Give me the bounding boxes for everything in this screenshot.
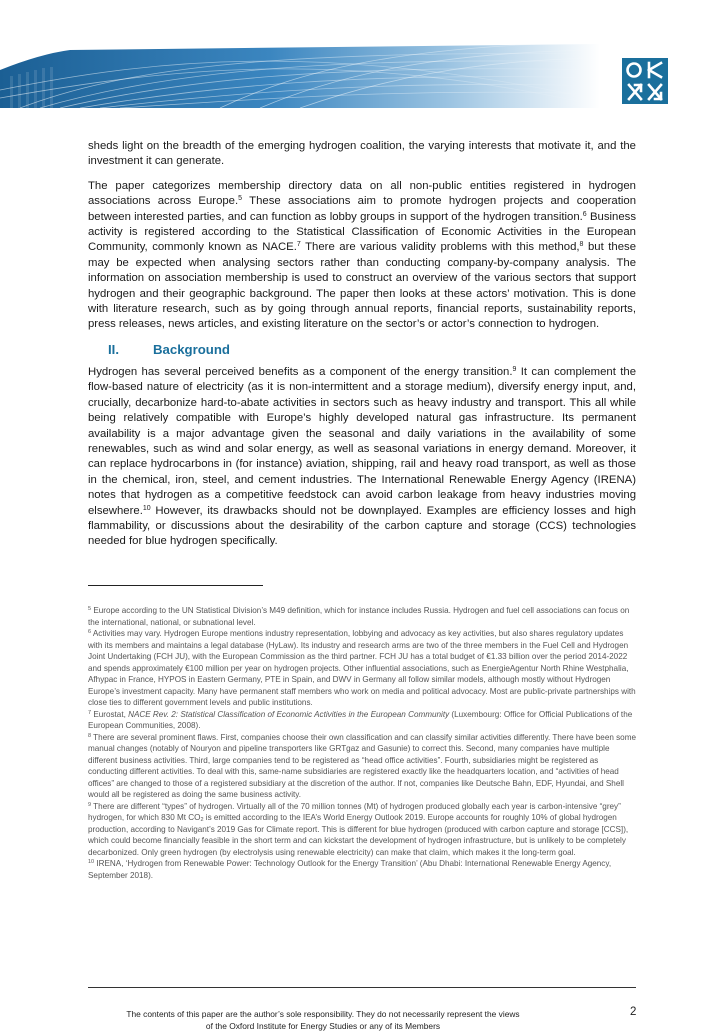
section-title: Background — [153, 341, 230, 357]
footnote-ref-8[interactable]: 8 — [579, 241, 584, 249]
footnote-6 — [88, 628, 638, 709]
paragraph-text: but these may be expected when analysing sectors rather than conducting company-by-company analysis. The information on association membership is used to construct an overview of the various sectors that support hydrogen and their geographic background. The paper then looks at these actors’ motivation. This is done with literature research, such as by going through annual reports, financial reports, sustainability reports, press releases, news articles, and existing literature on the sector’s or actor’s connection to hydrogen. — [88, 241, 637, 331]
header-banner — [0, 40, 600, 108]
footnote-7 — [88, 709, 638, 732]
banner-wave-graphic — [0, 40, 600, 108]
footnote-text: is emitted according to the IEA’s World Energy Outlook 2019. Europe accounts for roughly 10% of global hydrogen production, according to Navigant’s 2019 Gas for Climate report. This is different for blue hydrogen (produced with carbon capture and storage [CCS]), which could become financially feasible in the short term and can kickstart the development of hydrogen infrastructure, but is unlikely to be completely decarbonized. Only green hydrogen (by electrolysis using renewable electricity) can make that claim, which makes it the long-term goal. — [88, 813, 629, 857]
paragraph-text: It can complement the flow-based nature of electricity (as it is non-intermittent and a storage medium), diversify energy input, and, crucially, decarbonize hard-to-abate activities in sectors such as heavy industry and transport. This all while being relatively compatible with Europe’s highly developed natural gas infrastructure. Its permanent availability is a major advantage given the seasonal and daily variations in the availability of some renewables, such as wind and solar energy, as well as seasonal variations in energy demand. Moreover, it can replace hydrocarbons in (for instance) aviation, shipping, rail and heavy road transport, as well as those in the chemical, iron, steel, and cement industries. The International Renewable Energy Agency (IRENA) notes that hydrogen as a competitive feedstock can avoid carbon leakage from heavy industries moving elsewhere. — [88, 365, 636, 517]
footnote-text: There are different “types” of hydrogen. Virtually all of the 70 million tonnes (Mt) of hydrogen produced globally each year is carbon-intensive “grey” hydrogen, for which 830 Mt CO — [88, 801, 621, 822]
footnote-ref-5[interactable]: 5 — [238, 195, 243, 203]
paragraph-background — [88, 365, 636, 550]
footnote-divider — [88, 585, 263, 586]
paragraph-text: Business activity is registered according to the Statistical Classification of Economic Activities in the European Community, commonly known as NACE. — [88, 210, 637, 254]
footnote-number: 5 — [88, 606, 92, 612]
footer-line-1: The contents of this paper are the author’s sole responsibility. They do not necessarily represent the views — [126, 1009, 520, 1019]
paragraph-intro: sheds light on the breadth of the emerging hydrogen coalition, the varying interests that motivate it, and the investment it can generate. — [88, 140, 636, 168]
section-number: II. — [108, 341, 119, 357]
paragraph-text: These associations aim to promote hydrogen projects and cooperation between interested parties, and can function as lobby groups in support of the hydrogen transition. — [88, 195, 636, 223]
footnote-ref-6[interactable]: 6 — [582, 210, 587, 218]
footnote-number: 8 — [88, 732, 92, 739]
footnote-text: (Luxembourg: Office for Official Publications of the European Communities, 2008). — [88, 709, 633, 730]
paragraph-text: However, its drawbacks should not be downplayed. Examples are efficiency losses and high flammability, or discussions about the desirability of the carbon capture and storage (CCS) technologies needed for blue hydrogen specifically. — [88, 504, 636, 548]
paragraph-text: Hydrogen has several perceived benefits as a component of the energy transition. — [88, 365, 513, 378]
main-body — [88, 139, 636, 559]
footnote-text: There are several prominent flaws. First, companies choose their own classification and can classify similar activities differently. There have been some manual changes (notably of Nouryon and pipeline transporters like GRTgaz and Gasunie) to correct this. Second, many companies have multiple different business activities. Third, large companies tend to be registered as “head office activities”. Fourth, subsidiaries might be registered as conducting different activities. To deal with this, same-name subsidiaries are registered exactly like the headquarters location, and “activities of head offices” are changed to those of a registered subsidiary at the discretion of the author. If not, companies like Deutsche Bahn, EDF, Hyundai, and Shell would all be registered as doing the same business activity. — [88, 732, 636, 799]
footnote-9 — [88, 801, 638, 859]
footer-divider — [88, 987, 636, 988]
footer-line-2: of the Oxford Institute for Energy Studies or any of its Members — [205, 1021, 441, 1031]
footnote-number: 7 — [88, 709, 92, 716]
footnote-ref-10[interactable]: 10 — [142, 504, 151, 512]
footnote-5 — [88, 605, 638, 628]
section-heading — [88, 342, 636, 358]
page-number: 2 — [630, 1006, 637, 1018]
footnote-ref-9[interactable]: 9 — [512, 365, 517, 373]
paragraph-text: There are various validity problems with this method, — [300, 241, 580, 254]
oies-logo-icon — [622, 58, 668, 104]
footnote-8 — [88, 732, 638, 801]
paragraph-text: The paper categorizes membership directory data on all non-public entities registered in hydrogen associations across Europe. — [88, 179, 636, 208]
paragraph-methodology — [88, 179, 636, 333]
footnote-number: 10 — [88, 859, 95, 865]
footer-disclaimer — [88, 1008, 558, 1032]
footnote-ref-7[interactable]: 7 — [296, 241, 301, 249]
footnote-citation-title: NACE Rev. 2: Statistical Classification of Economic Activities in the European Community — [128, 709, 450, 719]
footnotes — [88, 605, 638, 881]
footnote-text: IRENA, ‘Hydrogen from Renewable Power: Technology Outlook for the Energy Transition’ (Abu Dhabi: International Renewable Energy Agency, September 2018). — [88, 859, 612, 880]
footnote-text: Europe according to the UN Statistical Division’s M49 definition, which for instance includes Russia. Hydrogen and fuel cell associations can focus on the international, national, or subnational level. — [88, 606, 630, 627]
footnote-text: Eurostat, — [91, 709, 129, 719]
footnote-number: 9 — [88, 801, 92, 808]
footnote-number: 6 — [88, 629, 92, 635]
footnote-10 — [88, 858, 638, 881]
footnote-subscript: 2 — [200, 817, 204, 823]
footnote-text: Activities may vary. Hydrogen Europe mentions industry representation, lobbying and advocacy as key activities, but also shares regulatory updates with its members and maintains a legal database (HyLaw). Its industry and research arms are two of the three members in the Fuel Cell and Hydrogen Joint Undertaking (FCH JU), with the European Commission as the third partner. FCH JU has a total budget of €1.33 billion over the period 2014-2022 and spends approximately €100 million per year on hydrogen projects. Other influential associations, such as EnergieAgentur North Rhine Westphalia, Afhypac in France, HYPOS in Eastern Germany, PTE in Spain, and DWV in Germany all follow similar models, although mostly without Hydrogen Europe’s investment capacity. Many have permanent staff members who work on media and political advocacy. Most are public-private partnerships with close ties to different government levels and public institutions. — [88, 629, 636, 707]
